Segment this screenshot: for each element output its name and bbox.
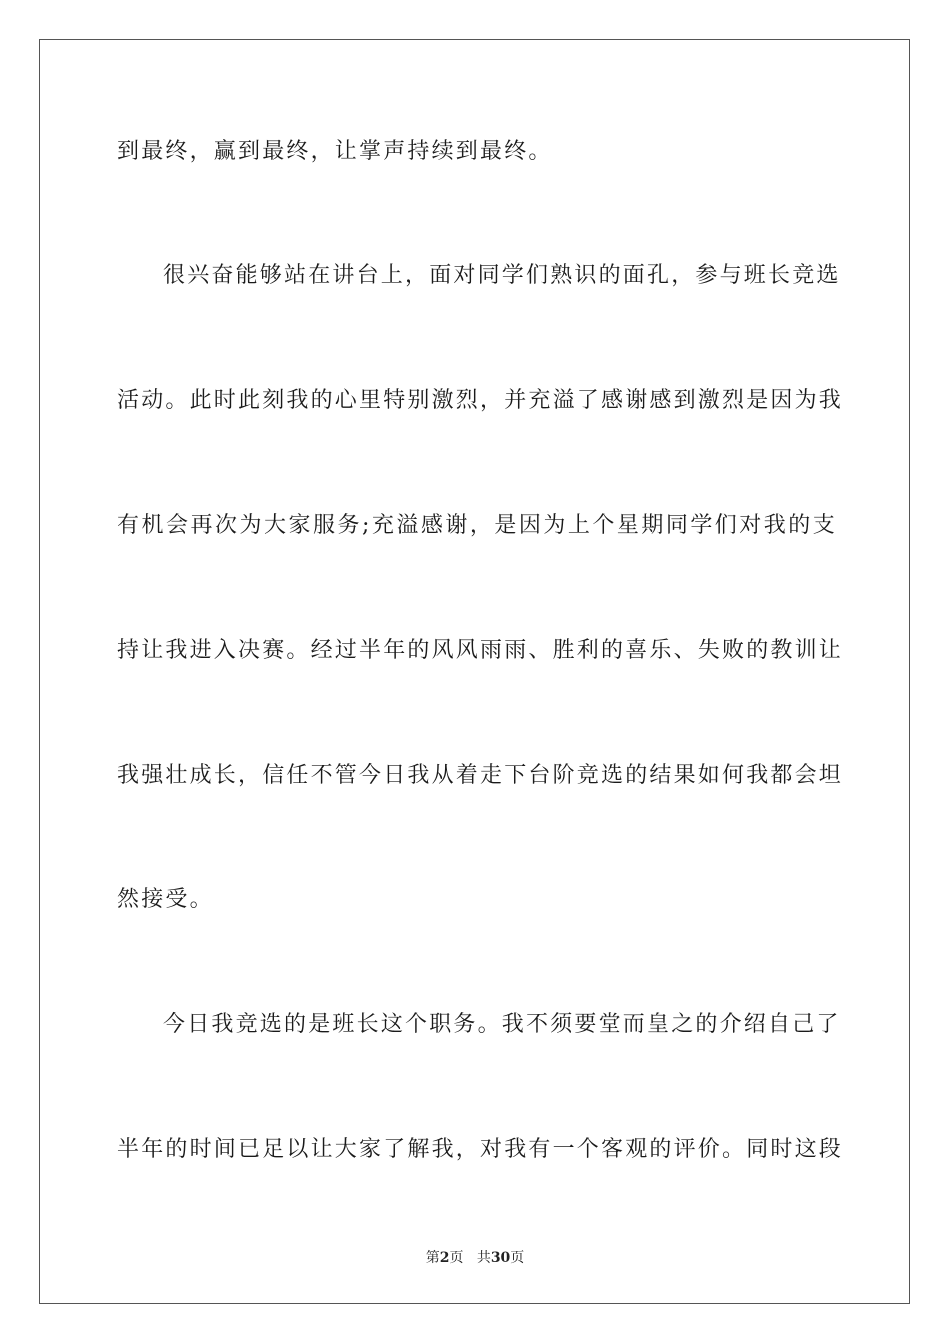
text-line-2: 很兴奋能够站在讲台上，面对同学们熟识的面孔，参与班长竞选 bbox=[163, 263, 841, 288]
text-line-5: 持让我进入决赛。经过半年的风风雨雨、胜利的喜乐、失败的教训让 bbox=[117, 638, 844, 663]
text-line-6: 我强壮成长，信任不管今日我从着走下台阶竞选的结果如何我都会坦 bbox=[117, 763, 844, 788]
text-line-7: 然接受。 bbox=[117, 887, 214, 912]
footer-page-prefix: 第 bbox=[425, 1250, 440, 1266]
text-line-1: 到最终，赢到最终，让掌声持续到最终。 bbox=[117, 139, 553, 164]
text-line-4: 有机会再次为大家服务;充溢感谢，是因为上个星期同学们对我的支 bbox=[117, 513, 837, 538]
text-line-9: 半年的时间已足以让大家了解我，对我有一个客观的评价。同时这段 bbox=[117, 1137, 844, 1162]
page-footer bbox=[0, 1248, 950, 1268]
footer-total-suffix: 页 bbox=[510, 1250, 525, 1266]
text-line-8: 今日我竞选的是班长这个职务。我不须要堂而皇之的介绍自己了 bbox=[163, 1012, 841, 1037]
text-line-3: 活动。此时此刻我的心里特别激烈，并充溢了感谢感到激烈是因为我 bbox=[117, 388, 844, 413]
footer-total-pages: 30 bbox=[490, 1250, 511, 1266]
page-border bbox=[39, 39, 910, 1304]
footer-total-prefix: 共 bbox=[476, 1250, 491, 1266]
footer-page-number: 2 bbox=[439, 1250, 450, 1266]
footer-page-suffix: 页 bbox=[449, 1250, 464, 1266]
